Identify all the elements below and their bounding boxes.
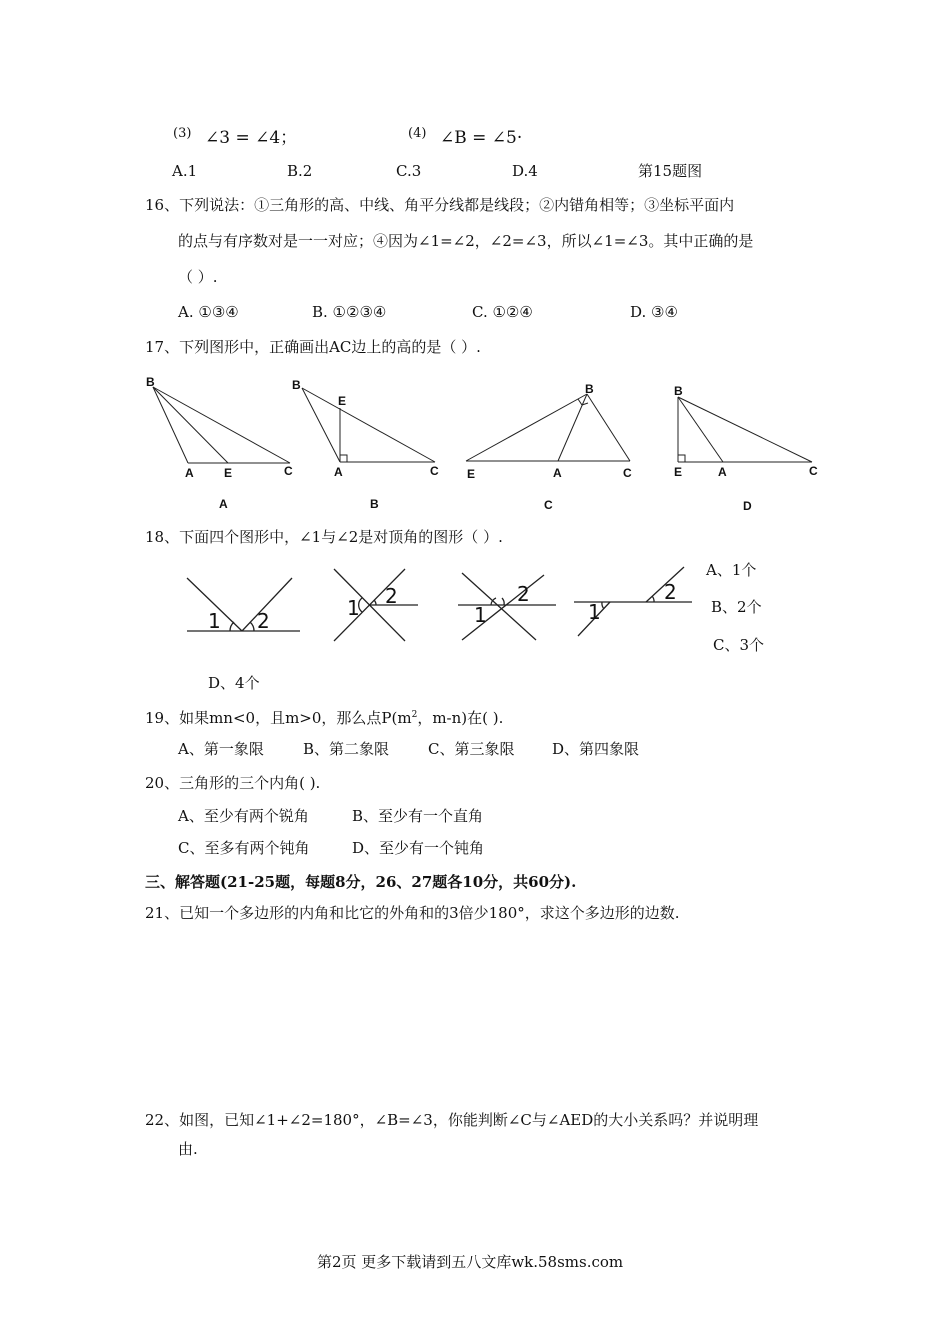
q22-line-1: 22、如图，已知∠1+∠2=180°，∠B=∠3，你能判断∠C与∠AED的大小关系吗？并说明理 [145,1111,759,1129]
q16-option-c: C. ①②④ [472,303,533,321]
q17-fig-c-label-b: B [585,382,594,396]
q16-line-1: 16、下列说法：①三角形的高、中线、角平分线都是线段；②内错角相等；③坐标平面内 [145,196,735,214]
q17-fig-d-label-c: C [809,464,818,478]
q18-fig3-angle-1: 1 [474,603,487,627]
q19-option-a: A、第一象限 [178,740,264,758]
q17-fig-a-label-e: E [224,466,233,480]
q16-option-d: D. ③④ [630,303,678,321]
q20-option-d: D、至少有一个钝角 [352,839,485,857]
q17-fig-a-label-b: B [146,375,155,389]
q17-fig-a-label-c: C [284,464,293,478]
q16-option-a: A. ①③④ [178,303,239,321]
q17-fig-b-label-c: C [430,464,439,478]
q15-cond4: ∠B = ∠5· [440,128,523,148]
q18-option-b: B、2个 [711,598,762,616]
q18-option-a: A、1个 [706,561,757,579]
q20-option-a: A、至少有两个锐角 [178,807,309,825]
q17-fig-b-label-b: B [292,378,301,392]
q21-line: 21、已知一个多边形的内角和比它的外角和的3倍少180°，求这个多边形的边数. [145,904,680,922]
q16-line-2: 的点与有序数对是一一对应；④因为∠1=∠2，∠2=∠3，所以∠1=∠3。其中正确的是 [178,232,754,250]
section-3-title: 三、解答题(21-25题，每题8分，26、27题各10分，共60分). [145,873,577,891]
q18-fig2-angle-2: 2 [385,584,398,608]
q18-fig4-angle-1: 1 [588,600,601,624]
q15-option-d: D.4 [512,162,538,180]
q17-figure-c [466,394,630,461]
q20-option-b: B、至少有一个直角 [352,807,484,825]
q22-line-2: 由. [178,1140,198,1158]
q18-fig1-angle-1: 1 [208,609,221,633]
q17-figure-b [302,388,435,462]
q17-fig-c-label-e: E [467,467,476,481]
q17-fig-c-caption: C [544,498,553,512]
q17-fig-b-caption: B [370,497,379,511]
q17-fig-d-label-b: B [674,384,683,398]
q17-fig-d-label-a: A [718,465,727,479]
q17-fig-b-label-a: A [334,465,343,479]
q17-fig-c-label-c: C [623,466,632,480]
q20-line: 20、三角形的三个内角( ). [145,774,321,792]
page-footer: 第2页 更多下载请到五八文库wk.58sms.com [317,1253,624,1271]
q18-fig2-angle-1: 1 [347,596,360,620]
q18-option-c: C、3个 [713,636,765,654]
q20-option-c: C、至多有两个钝角 [178,839,310,857]
q16-line-3: （ ）. [178,268,218,286]
q19-option-d: D、第四象限 [552,740,640,758]
q18-option-d: D、4个 [208,674,260,692]
q17-fig-a-label-a: A [185,466,194,480]
q17-fig-a-caption: A [219,497,228,511]
q18-figure-1 [187,578,300,631]
q17-fig-c-label-a: A [553,466,562,480]
q19-line: 19、如果mn<0，且m>0，那么点$P(m^2$，m-n)在( ). [145,709,504,727]
q15-option-a: A.1 [172,162,198,180]
q18-fig1-angle-2: 2 [257,609,270,633]
q15-option-b: B.2 [287,162,313,180]
q15-figure-caption: 第15题图 [638,162,703,180]
q19-option-c: C、第三象限 [428,740,515,758]
q15-option-c: C.3 [396,162,422,180]
q15-cond3: ∠3 = ∠4； [205,128,298,148]
q15-cond4-number: (4) [408,126,427,141]
q19-option-b: B、第二象限 [303,740,390,758]
q17-figure-a [153,387,290,463]
q17-fig-b-label-e: E [338,394,347,408]
q17-fig-d-caption: D [743,499,752,513]
q18-figure-3 [458,573,556,640]
q16-option-b: B. ①②③④ [312,303,387,321]
q17-fig-d-label-e: E [674,465,683,479]
q18-line: 18、下面四个图形中，∠1与∠2是对顶角的图形（ ）. [145,528,503,546]
q18-fig4-angle-2: 2 [664,580,677,604]
q17-line: 17、下列图形中，正确画出AC边上的高的是（ ）. [145,338,481,356]
q15-cond3-number: (3) [173,126,192,141]
q18-fig3-angle-2: 2 [517,582,530,606]
q17-figure-d [678,397,812,462]
